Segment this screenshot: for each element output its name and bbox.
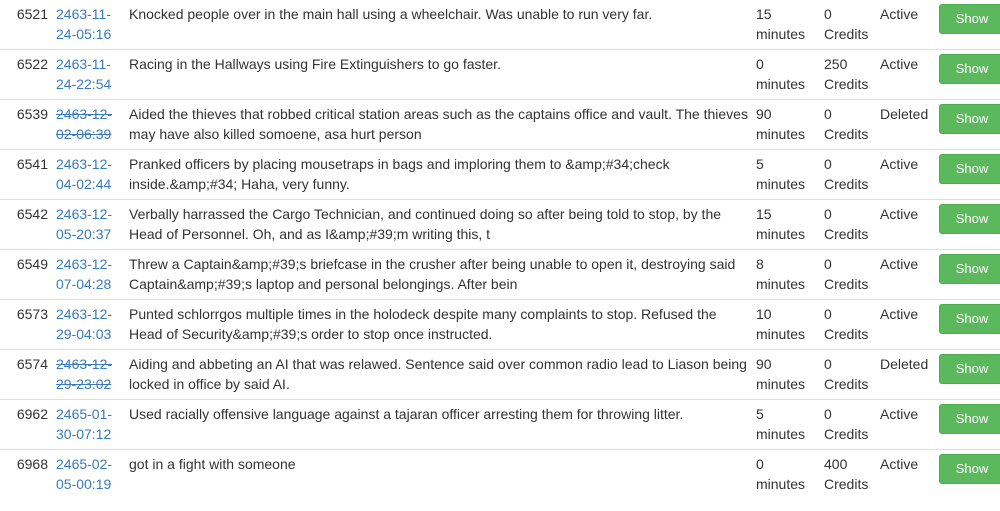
timestamp-link[interactable] bbox=[56, 154, 121, 194]
record-id: 6539 bbox=[0, 100, 52, 150]
timestamp-date: 2463-12- bbox=[56, 256, 113, 272]
show-button[interactable]: Show bbox=[939, 404, 1000, 434]
table-row bbox=[0, 400, 1000, 450]
duration-unit: minutes bbox=[756, 26, 806, 42]
actions-cell bbox=[935, 350, 1000, 400]
timestamp-date: 2463-11- bbox=[56, 56, 112, 72]
show-button[interactable]: Show bbox=[939, 4, 1000, 34]
credits-unit: Credits bbox=[824, 426, 869, 442]
actions-cell bbox=[935, 100, 1000, 150]
timestamp-link[interactable] bbox=[56, 304, 121, 344]
timestamp-cell bbox=[52, 0, 125, 50]
show-button[interactable]: Show bbox=[939, 254, 1000, 284]
credits-cell bbox=[820, 400, 876, 450]
timestamp-time: 05-00:19 bbox=[56, 476, 112, 492]
duration-cell bbox=[752, 200, 820, 250]
actions-cell bbox=[935, 250, 1000, 300]
timestamp-cell bbox=[52, 100, 125, 150]
duration-value: 15 bbox=[756, 6, 772, 22]
credits-unit: Credits bbox=[824, 76, 869, 92]
description: Punted schlorrgos multiple times in the holodeck despite many complaints to stop. Refused the Head of Security&amp;#39;s order to stop once instructed. bbox=[125, 300, 752, 350]
duration-cell bbox=[752, 300, 820, 350]
duration-cell bbox=[752, 400, 820, 450]
description: Used racially offensive language against a tajaran officer arresting them for throwing litter. bbox=[125, 400, 752, 450]
timestamp-link[interactable] bbox=[56, 454, 121, 494]
timestamp-date: 2463-12- bbox=[56, 206, 113, 222]
status-text: Active bbox=[876, 400, 935, 450]
credits-cell bbox=[820, 0, 876, 50]
status-text: Deleted bbox=[876, 350, 935, 400]
credits-value: 0 bbox=[824, 406, 832, 422]
credits-cell bbox=[820, 300, 876, 350]
timestamp-time: 29-04:03 bbox=[56, 326, 112, 342]
duration-value: 90 bbox=[756, 356, 772, 372]
description: got in a fight with someone bbox=[125, 450, 752, 500]
duration-value: 15 bbox=[756, 206, 772, 222]
record-id: 6968 bbox=[0, 450, 52, 500]
duration-unit: minutes bbox=[756, 326, 806, 342]
status-text: Active bbox=[876, 250, 935, 300]
timestamp-link[interactable] bbox=[56, 404, 121, 444]
timestamp-time: 07-04:28 bbox=[56, 276, 112, 292]
timestamp-cell bbox=[52, 200, 125, 250]
credits-unit: Credits bbox=[824, 276, 869, 292]
timestamp-cell bbox=[52, 350, 125, 400]
credits-unit: Credits bbox=[824, 376, 869, 392]
timestamp-time: 24-22:54 bbox=[56, 76, 112, 92]
description: Verbally harrassed the Cargo Technician, and continued doing so after being told to stop, by the Head of Personnel. Oh, and as I&amp;#39;m writing this, t bbox=[125, 200, 752, 250]
timestamp-date: 2463-12- bbox=[56, 356, 113, 372]
duration-unit: minutes bbox=[756, 226, 806, 242]
table-row bbox=[0, 450, 1000, 500]
timestamp-date: 2465-01- bbox=[56, 406, 113, 422]
credits-value: 0 bbox=[824, 356, 832, 372]
credits-value: 0 bbox=[824, 106, 832, 122]
credits-unit: Credits bbox=[824, 26, 869, 42]
status-text: Active bbox=[876, 50, 935, 100]
credits-unit: Credits bbox=[824, 176, 869, 192]
credits-cell bbox=[820, 100, 876, 150]
record-id: 6573 bbox=[0, 300, 52, 350]
credits-unit: Credits bbox=[824, 326, 869, 342]
duration-cell bbox=[752, 0, 820, 50]
timestamp-link[interactable] bbox=[56, 254, 121, 294]
timestamp-cell bbox=[52, 300, 125, 350]
duration-unit: minutes bbox=[756, 276, 806, 292]
timestamp-link[interactable] bbox=[56, 104, 121, 144]
actions-cell bbox=[935, 200, 1000, 250]
credits-value: 250 bbox=[824, 56, 848, 72]
record-id: 6541 bbox=[0, 150, 52, 200]
timestamp-link[interactable] bbox=[56, 354, 121, 394]
timestamp-time: 30-07:12 bbox=[56, 426, 112, 442]
show-button[interactable]: Show bbox=[939, 354, 1000, 384]
actions-cell bbox=[935, 50, 1000, 100]
show-button[interactable]: Show bbox=[939, 454, 1000, 484]
timestamp-date: 2463-12- bbox=[56, 156, 113, 172]
status-text: Active bbox=[876, 450, 935, 500]
credits-unit: Credits bbox=[824, 476, 869, 492]
status-text: Active bbox=[876, 200, 935, 250]
duration-cell bbox=[752, 150, 820, 200]
record-id: 6549 bbox=[0, 250, 52, 300]
table-row bbox=[0, 300, 1000, 350]
duration-unit: minutes bbox=[756, 426, 806, 442]
timestamp-link[interactable] bbox=[56, 54, 121, 94]
actions-cell bbox=[935, 450, 1000, 500]
record-id: 6962 bbox=[0, 400, 52, 450]
duration-unit: minutes bbox=[756, 76, 806, 92]
record-id: 6521 bbox=[0, 0, 52, 50]
timestamp-cell bbox=[52, 450, 125, 500]
status-text: Active bbox=[876, 150, 935, 200]
credits-value: 0 bbox=[824, 256, 832, 272]
timestamp-time: 02-06:39 bbox=[56, 126, 112, 142]
record-id: 6522 bbox=[0, 50, 52, 100]
actions-cell bbox=[935, 400, 1000, 450]
timestamp-link[interactable] bbox=[56, 4, 121, 44]
duration-unit: minutes bbox=[756, 126, 806, 142]
credits-cell bbox=[820, 350, 876, 400]
credits-unit: Credits bbox=[824, 126, 869, 142]
credits-value: 0 bbox=[824, 156, 832, 172]
description: Racing in the Hallways using Fire Extinguishers to go faster. bbox=[125, 50, 752, 100]
duration-value: 0 bbox=[756, 456, 764, 472]
duration-unit: minutes bbox=[756, 176, 806, 192]
show-button[interactable]: Show bbox=[939, 304, 1000, 334]
credits-cell bbox=[820, 50, 876, 100]
duration-value: 5 bbox=[756, 156, 764, 172]
timestamp-cell bbox=[52, 50, 125, 100]
duration-cell bbox=[752, 250, 820, 300]
duration-value: 0 bbox=[756, 56, 764, 72]
credits-unit: Credits bbox=[824, 226, 869, 242]
timestamp-time: 04-02:44 bbox=[56, 176, 112, 192]
credits-cell bbox=[820, 250, 876, 300]
show-button[interactable]: Show bbox=[939, 104, 1000, 134]
duration-value: 8 bbox=[756, 256, 764, 272]
timestamp-date: 2463-12- bbox=[56, 306, 113, 322]
description: Aiding and abbeting an AI that was relawed. Sentence said over common radio lead to Liason being locked in office by said AI. bbox=[125, 350, 752, 400]
timestamp-time: 05-20:37 bbox=[56, 226, 112, 242]
actions-cell bbox=[935, 150, 1000, 200]
credits-value: 400 bbox=[824, 456, 848, 472]
description: Pranked officers by placing mousetraps in bags and imploring them to &amp;#34;check inside.&amp;#34; Haha, very funny. bbox=[125, 150, 752, 200]
duration-unit: minutes bbox=[756, 476, 806, 492]
table-row bbox=[0, 350, 1000, 400]
show-button[interactable]: Show bbox=[939, 204, 1000, 234]
table-row bbox=[0, 0, 1000, 50]
credits-cell bbox=[820, 200, 876, 250]
description: Threw a Captain&amp;#39;s briefcase in the crusher after being unable to open it, destroying said Captain&amp;#39;s laptop and personal belongings. After bein bbox=[125, 250, 752, 300]
credits-cell bbox=[820, 150, 876, 200]
duration-value: 90 bbox=[756, 106, 772, 122]
table-row bbox=[0, 200, 1000, 250]
actions-cell bbox=[935, 0, 1000, 50]
timestamp-link[interactable] bbox=[56, 204, 121, 244]
timestamp-date: 2463-12- bbox=[56, 106, 113, 122]
description: Aided the thieves that robbed critical station areas such as the captains office and vault. The thieves may have also killed somoene, asa hurt person bbox=[125, 100, 752, 150]
show-button[interactable]: Show bbox=[939, 54, 1000, 84]
status-text: Active bbox=[876, 0, 935, 50]
duration-cell bbox=[752, 450, 820, 500]
timestamp-date: 2465-02- bbox=[56, 456, 113, 472]
table-row bbox=[0, 100, 1000, 150]
status-text: Active bbox=[876, 300, 935, 350]
duration-unit: minutes bbox=[756, 376, 806, 392]
table-row bbox=[0, 250, 1000, 300]
timestamp-date: 2463-11- bbox=[56, 6, 112, 22]
duration-cell bbox=[752, 350, 820, 400]
status-text: Deleted bbox=[876, 100, 935, 150]
table-row bbox=[0, 150, 1000, 200]
duration-value: 10 bbox=[756, 306, 772, 322]
table-row bbox=[0, 50, 1000, 100]
description: Knocked people over in the main hall using a wheelchair. Was unable to run very far. bbox=[125, 0, 752, 50]
duration-value: 5 bbox=[756, 406, 764, 422]
timestamp-cell bbox=[52, 400, 125, 450]
credits-cell bbox=[820, 450, 876, 500]
credits-value: 0 bbox=[824, 6, 832, 22]
duration-cell bbox=[752, 100, 820, 150]
actions-cell bbox=[935, 300, 1000, 350]
timestamp-cell bbox=[52, 250, 125, 300]
show-button[interactable]: Show bbox=[939, 154, 1000, 184]
timestamp-time: 29-23:02 bbox=[56, 376, 112, 392]
duration-cell bbox=[752, 50, 820, 100]
timestamp-cell bbox=[52, 150, 125, 200]
credits-value: 0 bbox=[824, 306, 832, 322]
record-id: 6542 bbox=[0, 200, 52, 250]
record-id: 6574 bbox=[0, 350, 52, 400]
credits-value: 0 bbox=[824, 206, 832, 222]
timestamp-time: 24-05:16 bbox=[56, 26, 112, 42]
